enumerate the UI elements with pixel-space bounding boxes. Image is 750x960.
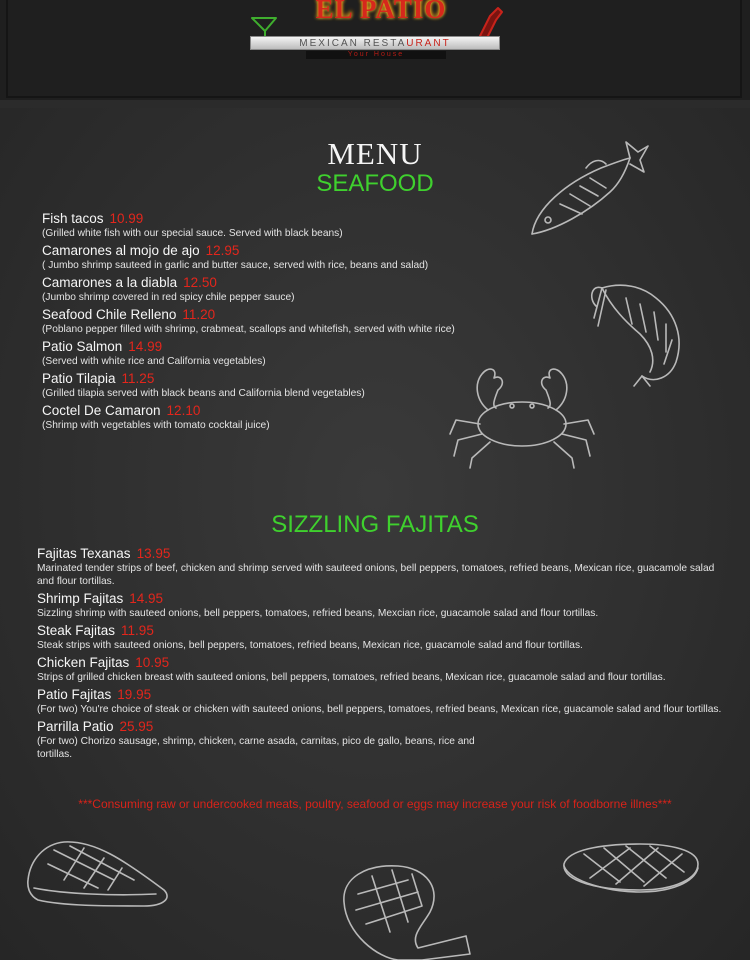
fish-icon (526, 138, 651, 243)
item-name: Fish tacos (42, 211, 104, 226)
logo-title: EL PATIO (315, 0, 447, 24)
item-name: Camarones al mojo de ajo (42, 243, 200, 258)
shrimp-icon (592, 278, 692, 388)
pork-chop-icon (338, 862, 474, 960)
item-name: Shrimp Fajitas (37, 591, 124, 606)
logo-banner (250, 36, 500, 50)
fajitas-item (37, 687, 722, 716)
item-description: Steak strips with sauteed onions, bell peppers, tomatoes, refried beans, Mexican rice, guacamole salad and flour tortillas. (37, 640, 583, 651)
item-name: Seafood Chile Relleno (42, 307, 177, 322)
item-name: Parrilla Patio (37, 719, 114, 734)
fajitas-item (37, 655, 722, 684)
fajitas-item (37, 719, 722, 761)
restaurant-logo (246, 0, 516, 62)
fajitas-item (37, 591, 722, 620)
item-description: (Grilled tilapia served with black beans and California blend vegetables) (42, 388, 365, 399)
item-price: 12.95 (205, 243, 240, 258)
item-description: Strips of grilled chicken breast with sauteed onions, bell peppers, tomatoes, refried beans, Mexican rice, guacamole salad and flour tortillas. (37, 672, 666, 683)
item-price: 14.95 (129, 591, 164, 606)
menu-title: MENU (327, 136, 423, 171)
grilled-steak-icon (560, 842, 702, 894)
crab-icon (448, 364, 598, 469)
item-description: (Served with white rice and California vegetables) (42, 356, 266, 367)
item-name: Chicken Fajitas (37, 655, 130, 670)
item-price: 25.95 (119, 719, 154, 734)
item-description: (Grilled white fish with our special sauce. Served with black beans) (42, 228, 343, 239)
food-safety-warning: ***Consuming raw or undercooked meats, poultry, seafood or eggs may increase your risk of foodborne illnes*** (78, 797, 672, 811)
item-description: ( Jumbo shrimp sauteed in garlic and butter sauce, served with rice, beans and salad) (42, 260, 429, 271)
seafood-title: SEAFOOD (316, 170, 434, 197)
item-price: 11.95 (121, 623, 154, 638)
item-price: 10.95 (135, 655, 170, 670)
item-name: Camarones a la diabla (42, 275, 178, 290)
item-description: Sizzling shrimp with sauteed onions, bell peppers, tomatoes, refried beans, Mexcian rice, guacamole salad and flour tortillas. (37, 608, 599, 619)
item-price: 14.99 (128, 339, 163, 354)
item-description: Marinated tender strips of beef, chicken and shrimp served with sauteed onions, bell peppers, tomatoes, refried beans, Mexican rice, guacamole salad and flour tortillas. (37, 563, 715, 587)
steak-icon (24, 840, 176, 912)
item-price: 11.20 (182, 307, 216, 322)
logo-tagline: Your House (306, 51, 446, 59)
item-price: 10.99 (109, 211, 144, 226)
item-price: 11.25 (121, 371, 155, 386)
item-description: (Poblano pepper filled with shrimp, crabmeat, scallops and whitefish, served with white rice) (42, 324, 455, 335)
item-description: (Shrimp with vegetables with tomato cocktail juice) (42, 420, 270, 431)
logo-banner-right: URANT (406, 38, 451, 49)
item-name: Fajitas Texanas (37, 546, 131, 561)
seafood-item (42, 243, 732, 272)
fajitas-title: SIZZLING FAJITAS (271, 511, 479, 538)
item-price: 13.95 (136, 546, 171, 561)
item-price: 19.95 (117, 687, 152, 702)
seafood-item (42, 403, 732, 432)
fajitas-list (37, 546, 722, 764)
item-description: (For two) Chorizo sausage, shrimp, chicken, carne asada, carnitas, pico de gallo, beans, rice and tortillas. (37, 736, 475, 760)
item-description: (Jumbo shrimp covered in red spicy chile pepper sauce) (42, 292, 295, 303)
fajitas-item (37, 546, 722, 588)
item-name: Patio Salmon (42, 339, 123, 354)
item-name: Steak Fajitas (37, 623, 116, 638)
item-name: Patio Fajitas (37, 687, 112, 702)
logo-banner-left: MEXICAN RESTA (299, 38, 407, 49)
fajitas-item (37, 623, 722, 652)
item-price: 12.10 (166, 403, 201, 418)
item-name: Patio Tilapia (42, 371, 116, 386)
item-name: Coctel De Camaron (42, 403, 161, 418)
item-price: 12.50 (183, 275, 217, 290)
item-description: (For two) You're choice of steak or chicken with sauteed onions, bell peppers, tomatoes, refried beans, Mexican rice, guacamole salad and flour tortillas. (37, 704, 722, 715)
